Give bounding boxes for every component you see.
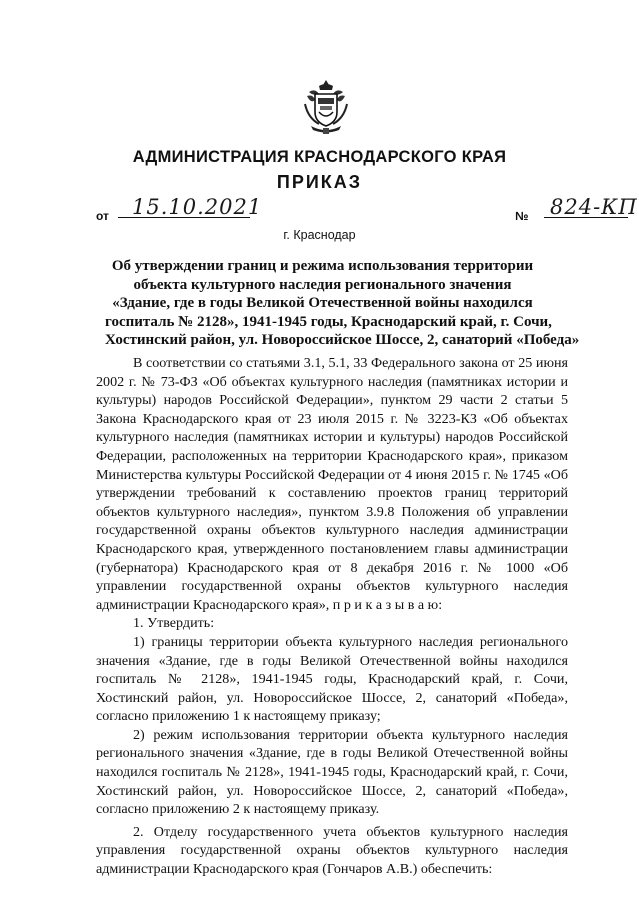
document-body xyxy=(96,354,568,879)
title-line: «Здание, где в годы Великой Отечественной войны находился xyxy=(112,295,533,312)
coat-of-arms-emblem xyxy=(301,78,351,136)
title-line: госпиталь № 2128», 1941-1945 годы, Краснодарский край, г. Сочи, xyxy=(105,313,552,330)
preamble-paragraph: В соответствии со статьями 3.1, 5.1, 33 Федерального закона от 25 июня 2002 г. № 73-ФЗ «Об объектах культурного наследия (памятниках истории и культуры) народов Российской Федерации», пунктом 29 части 2 статьи 5 Закона Краснодарского края от 23 июля 2015 г. № 3223-КЗ «Об объектах культурного наследия (памятниках истории и культуры) народов Российской Федерации, расположенных на территории Краснодарского края», приказом Министерства культуры Российской Федерации от 4 июня 2015 г. № 1745 «Об утверждении требований к составлению проектов границ территорий объектов культурного наследия», пунктом 3.9.8 Положения об управлении государственной охраны объектов культурного наследия администрации Краснодарского края, утвержденного постановлением главы администрации (губернатора) Краснодарского края от 8 декабря 2016 г. № 1000 «Об управлении государственной охраны объектов культурного наследия администрации Краснодарского края», п р и к а з ы в а ю: xyxy=(96,355,568,613)
date-label: от xyxy=(96,209,109,223)
number-label: № xyxy=(515,209,529,223)
title-line: Хостинский район, ул. Новороссийское Шоссе, 2, санаторий «Победа» xyxy=(105,332,580,349)
title-line: Об утверждении границ и режима использования территории xyxy=(111,258,534,274)
document-type: ПРИКАЗ xyxy=(276,172,363,192)
document-title xyxy=(105,257,580,350)
title-line: объекта культурного наследия регионального значения xyxy=(133,276,512,293)
organization-name: АДМИНИСТРАЦИЯ КРАСНОДАРСКОГО КРАЯ xyxy=(132,148,507,166)
handwritten-number: 824-КП xyxy=(550,195,638,219)
item-1: 1. Утвердить: xyxy=(133,615,215,632)
handwritten-date: 15.10.2021 xyxy=(132,195,263,219)
item-1-subitem-2: 2) режим использования территории объекта культурного наследия регионального значения «Здание, где в годы Великой Отечественной войны находился госпиталь № 2128», 1941-1945 годы, Краснодарский край, г. Сочи, Хостинский район, ул. Новороссийское Шоссе, 2, санаторий «Победа», согласно приложению 2 к настоящему приказу. xyxy=(96,726,568,818)
city: г. Краснодар xyxy=(283,228,356,242)
item-2: 2. Отделу государственного учета объектов культурного наследия управления государственной охраны объектов культурного наследия администрации Краснодарского края (Гончаров А.В.) обеспечить: xyxy=(96,823,568,878)
item-1-subitem-1: 1) границы территории объекта культурного наследия регионального значения «Здание, где в годы Великой Отечественной войны находился госпиталь № 2128», 1941-1945 годы, Краснодарский край, г. Сочи, Хостинский район, ул. Новороссийское Шоссе, 2, санаторий «Победа», согласно приложению 1 к настоящему приказу; xyxy=(96,633,568,725)
